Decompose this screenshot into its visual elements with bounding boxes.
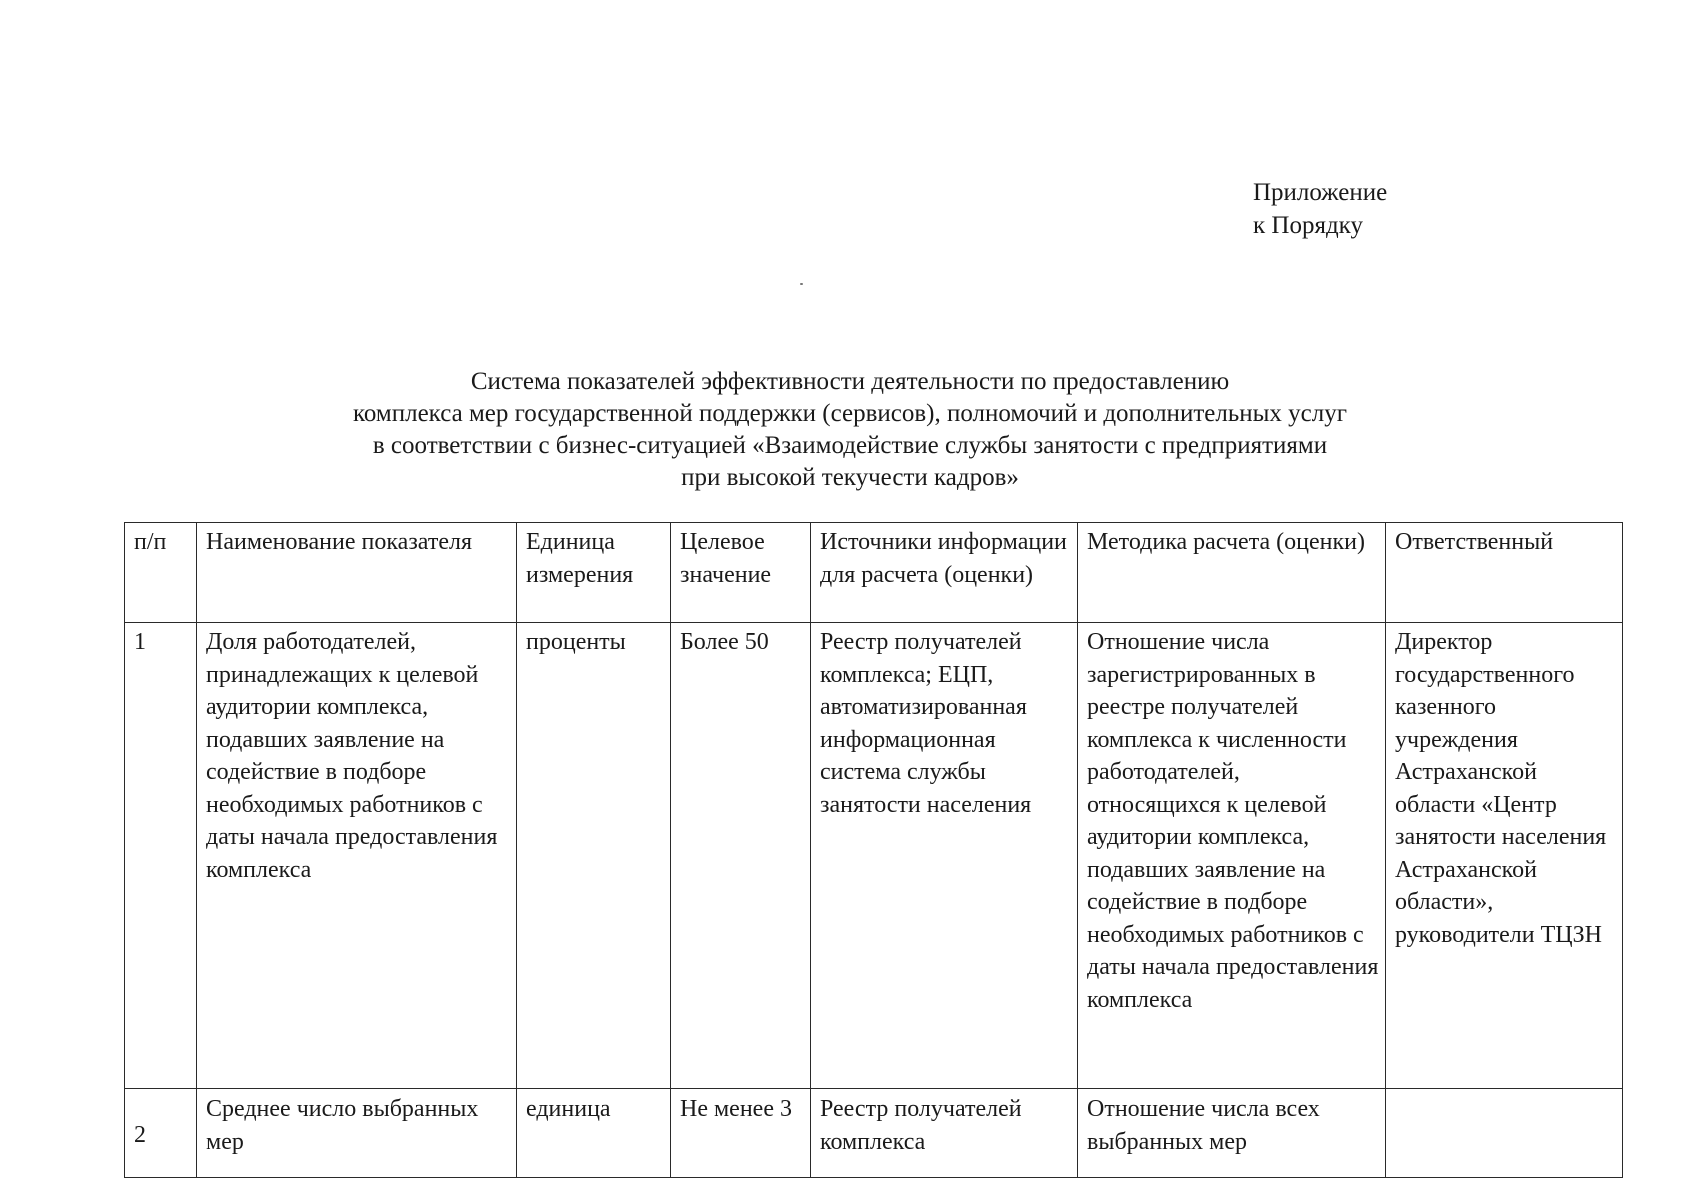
title-line-1: Система показателей эффективности деятельности по предоставлению bbox=[470, 368, 1230, 395]
indicator-method: Отношение числа зарегистрированных в реестре получателей комплекса к численности работодателей, относящихся к целевой аудитории комплекса, подавших заявление на содействие в подборе необходимых работников с даты начала предоставления комплекса bbox=[1078, 623, 1386, 1089]
indicator-target: Не менее 3 bbox=[671, 1089, 811, 1178]
header-method: Методика расчета (оценки) bbox=[1078, 523, 1386, 623]
header-target: Целевое значение bbox=[671, 523, 811, 623]
indicator-unit: единица bbox=[517, 1089, 671, 1178]
indicator-source: Реестр получателей комплекса bbox=[811, 1089, 1078, 1178]
title-line-4: при высокой текучести кадров» bbox=[681, 464, 1019, 491]
table-header-row bbox=[125, 523, 1623, 623]
appendix-line-2: к Порядку bbox=[1253, 212, 1363, 239]
header-num: п/п bbox=[125, 523, 197, 623]
indicator-unit: проценты bbox=[517, 623, 671, 1089]
indicator-name: Доля работодателей, принадлежащих к целевой аудитории комплекса, подавших заявление на содействие в подборе необходимых работников с даты начала предоставления комплекса bbox=[197, 623, 517, 1089]
indicator-method: Отношение числа всех выбранных мер bbox=[1078, 1089, 1386, 1178]
indicator-responsible: Директор государственного казенного учреждения Астраханской области «Центр занятости населения Астраханской области», руководители ТЦЗН bbox=[1386, 623, 1623, 1089]
title-line-3: в соответствии с бизнес-ситуацией «Взаимодействие службы занятости с предприятиями bbox=[372, 432, 1328, 459]
header-source: Источники информации для расчета (оценки) bbox=[811, 523, 1078, 623]
row-number: 1 bbox=[125, 623, 197, 1089]
indicator-source: Реестр получателей комплекса; ЕЦП, автоматизированная информационная система службы занятости населения bbox=[811, 623, 1078, 1089]
header-unit: Единица измерения bbox=[517, 523, 671, 623]
header-name: Наименование показателя bbox=[197, 523, 517, 623]
document-title bbox=[260, 366, 1440, 494]
row-number: 2 bbox=[125, 1089, 197, 1178]
title-line-2: комплекса мер государственной поддержки (сервисов), полномочий и дополнительных услуг bbox=[353, 400, 1347, 427]
table-row bbox=[125, 623, 1623, 1089]
appendix-note bbox=[1253, 176, 1387, 242]
indicators-table bbox=[124, 522, 1623, 1178]
table-row bbox=[125, 1089, 1623, 1178]
appendix-line-1: Приложение bbox=[1253, 179, 1388, 206]
header-responsible: Ответственный bbox=[1386, 523, 1623, 623]
scan-speck bbox=[800, 283, 803, 285]
indicator-target: Более 50 bbox=[671, 623, 811, 1089]
indicator-responsible bbox=[1386, 1089, 1623, 1178]
indicator-name: Среднее число выбранных мер bbox=[197, 1089, 517, 1178]
